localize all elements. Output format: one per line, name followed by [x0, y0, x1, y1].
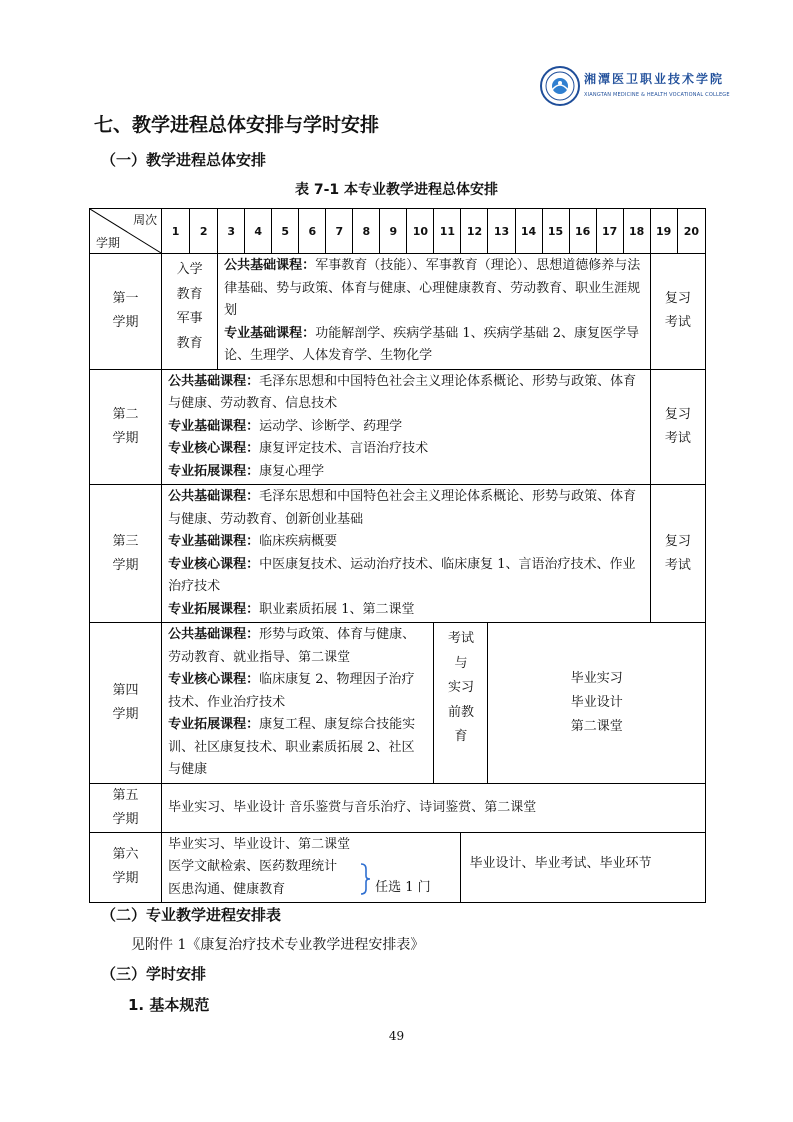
- semester-3-row: [90, 485, 706, 623]
- week-header: 13: [488, 209, 515, 254]
- table-header-row: [90, 209, 706, 254]
- week-header: 20: [677, 209, 705, 254]
- semester-1-row: [90, 254, 706, 370]
- week-header: 15: [542, 209, 569, 254]
- week-header: 12: [461, 209, 488, 254]
- week-header: 11: [434, 209, 461, 254]
- college-logo: [540, 62, 730, 110]
- week-header: 8: [353, 209, 380, 254]
- week-header: 17: [596, 209, 623, 254]
- semester-6-label: 第六 学期: [90, 832, 162, 903]
- teaching-plan-table: [89, 208, 706, 903]
- semester-5-row: [90, 783, 706, 832]
- college-name: 湘潭医卫职业技术学院: [584, 72, 725, 86]
- entry-military-education: 入学 教育 军事 教育: [162, 254, 218, 370]
- semester-6-left: 毕业实习、毕业设计、第二课堂 医学文献检索、医药数理统计 医患沟通、健康教育 任选 1 门: [162, 832, 461, 903]
- subsection-title-2: （二）专业教学进程安排表: [101, 906, 282, 924]
- header-week-label: 周次: [133, 213, 158, 227]
- week-header: 5: [272, 209, 299, 254]
- semester-1-review-exam: 复习 考试: [650, 254, 705, 370]
- semester-6-right: 毕业设计、毕业考试、毕业环节: [461, 832, 706, 903]
- week-header: 7: [326, 209, 353, 254]
- item-basic-norms: 1. 基本规范: [128, 996, 210, 1014]
- week-header: 6: [299, 209, 326, 254]
- table-caption: 表 7-1 本专业教学进程总体安排: [294, 182, 499, 198]
- diagonal-header-cell: [90, 209, 162, 254]
- week-header: 9: [380, 209, 407, 254]
- semester-3-review-exam: 复习 考试: [650, 485, 705, 623]
- semester-5-content: 毕业实习、毕业设计 音乐鉴赏与音乐治疗、诗词鉴赏、第二课堂: [162, 783, 706, 832]
- week-header: 16: [569, 209, 596, 254]
- week-header: 3: [218, 209, 245, 254]
- page-number: 49: [388, 1029, 405, 1043]
- subsection-title-3: （三）学时安排: [101, 965, 207, 983]
- semester-3-label: 第三 学期: [90, 485, 162, 623]
- week-header: 19: [650, 209, 677, 254]
- semester-4-courses: 公共基础课程：形势与政策、体育与健康、劳动教育、就业指导、第二课堂 专业核心课程：临床康复 2、物理因子治疗技术、作业治疗技术 专业拓展课程：康复工程、康复综合技能实训、社区康复技术、职业素质拓展 2、社区与健康: [162, 623, 434, 784]
- semester-2-review-exam: 复习 考试: [650, 369, 705, 485]
- curly-brace-icon: [359, 863, 373, 895]
- semester-3-courses: 公共基础课程：毛泽东思想和中国特色社会主义理论体系概论、形势与政策、体育与健康、劳动教育、创新创业基础 专业基础课程：临床疾病概要 专业核心课程：中医康复技术、运动治疗技术、临床康复 1、言语治疗技术、作业治疗技术 专业拓展课程：职业素质拓展 1、第二课堂: [162, 485, 651, 623]
- semester-2-courses: 公共基础课程：毛泽东思想和中国特色社会主义理论体系概论、形势与政策、体育与健康、劳动教育、信息技术 专业基础课程：运动学、诊断学、药理学 专业核心课程：康复评定技术、言语治疗技术 专业拓展课程：康复心理学: [162, 369, 651, 485]
- week-header: 10: [407, 209, 434, 254]
- college-seal-icon: [540, 66, 580, 106]
- semester-4-row: [90, 623, 706, 784]
- semester-5-label: 第五 学期: [90, 783, 162, 832]
- semester-4-internship: 毕业实习 毕业设计 第二课堂: [488, 623, 706, 784]
- optional-choose-one: 任选 1 门: [375, 879, 431, 895]
- week-header: 4: [245, 209, 272, 254]
- college-name-en: XIANGTAN MEDICINE & HEALTH VOCATIONAL COLLEGE: [584, 92, 730, 98]
- exam-and-pre-internship: 考试 与 实习 前教 育: [434, 623, 488, 784]
- section-title: 七、教学进程总体安排与学时安排: [94, 114, 380, 136]
- semester-1-courses: 公共基础课程：军事教育（技能）、军事教育（理论）、思想道德修养与法律基础、势与政策、体育与健康、心理健康教育、劳动教育、职业生涯规划 专业基础课程：功能解剖学、疾病学基础 1、疾病学基础 2、康复医学导论、生理学、人体发育学、生物化学: [218, 254, 651, 370]
- attachment-reference: 见附件 1《康复治疗技术专业教学进程安排表》: [131, 937, 425, 953]
- week-header: 18: [623, 209, 650, 254]
- semester-4-label: 第四 学期: [90, 623, 162, 784]
- week-header: 2: [190, 209, 218, 254]
- subsection-title-1: （一）教学进程总体安排: [101, 151, 267, 169]
- header-semester-label: 学期: [96, 236, 121, 250]
- semester-6-row: [90, 832, 706, 903]
- semester-2-label: 第二 学期: [90, 369, 162, 485]
- week-header: 1: [162, 209, 190, 254]
- week-header: 14: [515, 209, 542, 254]
- semester-1-label: 第一 学期: [90, 254, 162, 370]
- semester-2-row: [90, 369, 706, 485]
